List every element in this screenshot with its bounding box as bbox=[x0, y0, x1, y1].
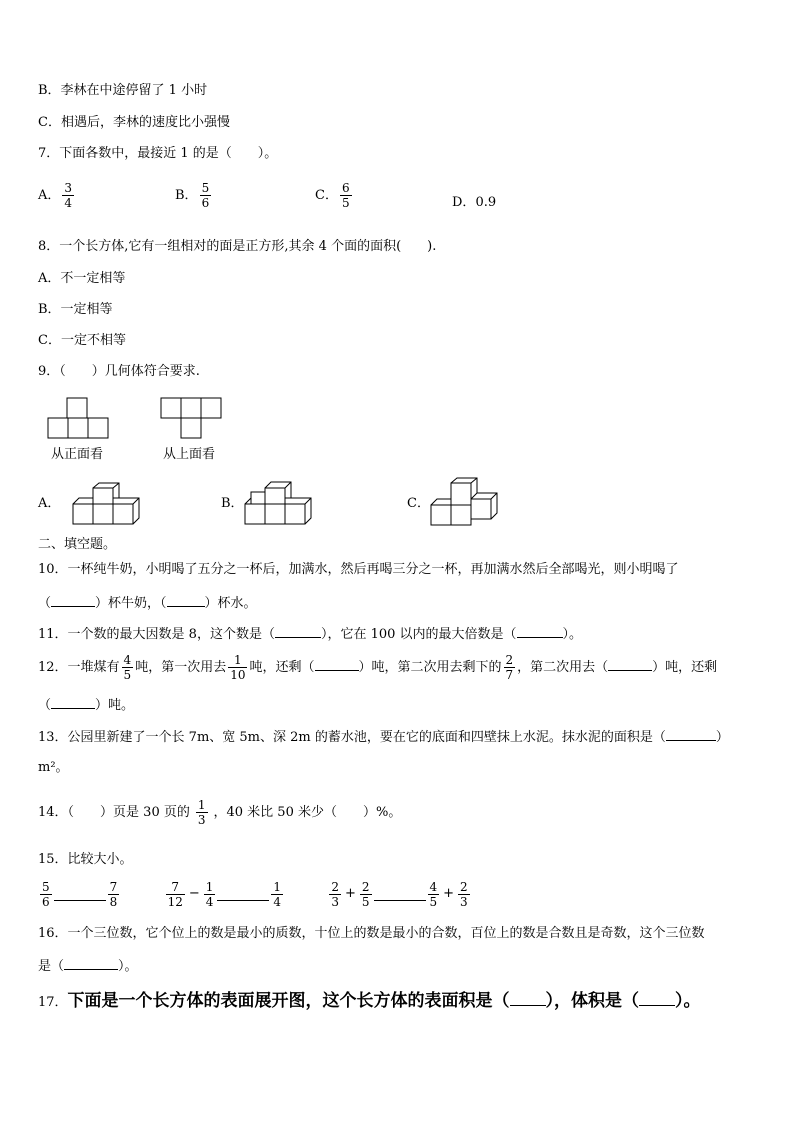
front-view-label: 从正面看 bbox=[51, 447, 104, 462]
q8-option-a: A．不一定相等 bbox=[38, 271, 126, 286]
q15-expressions bbox=[38, 874, 472, 915]
q9-option-a-cubes bbox=[72, 482, 142, 528]
q15-stem: 15．比较大小。 bbox=[38, 852, 133, 867]
q9-option-b-cubes bbox=[244, 478, 316, 528]
q9-option-c-cubes bbox=[430, 477, 502, 527]
q8-stem: 8．一个长方体,它有一组相对的面是正方形,其余 4 个面的面积( ). bbox=[38, 239, 437, 254]
section-2-heading: 二、填空题。 bbox=[38, 537, 117, 552]
front-view-figure bbox=[47, 397, 109, 439]
q7-option-a: A． $\frac{3}{4}$ bbox=[38, 181, 73, 210]
q17: 17．下面是一个长方体的表面展开图，这个长方体的表面积是（ ），体积是（ ）。 bbox=[38, 991, 701, 1011]
q15-expr-1: $\frac{5}{6}$ $\frac{7}{8}$ bbox=[42, 879, 118, 909]
q14: 14．（ ）页是 30 页的 $\frac{1}{3}$ ，40 米比 50 米少（ ）%。 bbox=[38, 798, 402, 827]
q7-option-c: C． $\frac{6}{5}$ bbox=[315, 181, 350, 210]
q13-line1: 13．公园里新建了一个长 7m、宽 5m、深 2m 的蓄水池，要在它的底面和四壁抹上水泥。抹水泥的面积是（ ） bbox=[38, 727, 729, 747]
q8-option-c: C．一定不相等 bbox=[38, 333, 126, 348]
q13-unit: m²。 bbox=[38, 760, 69, 775]
q9-option-b-label: B． bbox=[221, 496, 244, 511]
q6-option-c: C．相遇后，李林的速度比小强慢 bbox=[38, 115, 230, 130]
q16-line2: 是（ ）。 bbox=[38, 956, 138, 976]
q6-option-b: B．李林在中途停留了 1 小时 bbox=[38, 83, 208, 98]
q10-line2: （ ）杯牛奶，（ ）杯水。 bbox=[38, 593, 257, 613]
q9-option-c-label: C． bbox=[407, 496, 430, 511]
q15-expr-3: $\frac{2}{3}$ + $\frac{2}{5}$ $\frac{4}{5}$ + $\frac{2}{3}$ bbox=[331, 879, 468, 909]
q8-option-b: B．一定相等 bbox=[38, 302, 113, 317]
q9-stem: 9．（ ）几何体符合要求. bbox=[38, 364, 200, 379]
top-view-figure bbox=[160, 397, 222, 439]
q9-option-a-label: A． bbox=[38, 496, 61, 511]
q12-line2: （ ）吨。 bbox=[38, 695, 134, 715]
q10-line1: 10．一杯纯牛奶，小明喝了五分之一杯后，加满水，然后再喝三分之一杯，再加满水然后全部喝光，则小明喝了 bbox=[38, 562, 679, 577]
q7-option-b: B． $\frac{5}{6}$ bbox=[175, 181, 210, 210]
q12-line1: 12．一堆煤有 $\frac{4}{5}$ 吨，第一次用去 $\frac{1}{10}$ 吨，还剩（ ）吨，第二次用去剩下的 $\frac{2}{7}$ ，第二次用去（ ）吨，还剩 bbox=[38, 653, 718, 682]
q7-stem: 7．下面各数中，最接近 1 的是（ ）。 bbox=[38, 146, 278, 161]
q16-line1: 16．一个三位数，它个位上的数是最小的质数，十位上的数是最小的合数，百位上的数是合数且是奇数，这个三位数 bbox=[38, 926, 705, 941]
top-view-label: 从上面看 bbox=[163, 447, 216, 462]
q15-expr-2: $\frac{7}{12}$ − $\frac{1}{4}$ $\frac{1}{4}$ bbox=[167, 879, 282, 909]
q7-option-d: D．0.9 bbox=[452, 195, 497, 210]
q11: 11．一个数的最大因数是 8，这个数是（ ），它在 100 以内的最大倍数是（ ）。 bbox=[38, 624, 582, 644]
